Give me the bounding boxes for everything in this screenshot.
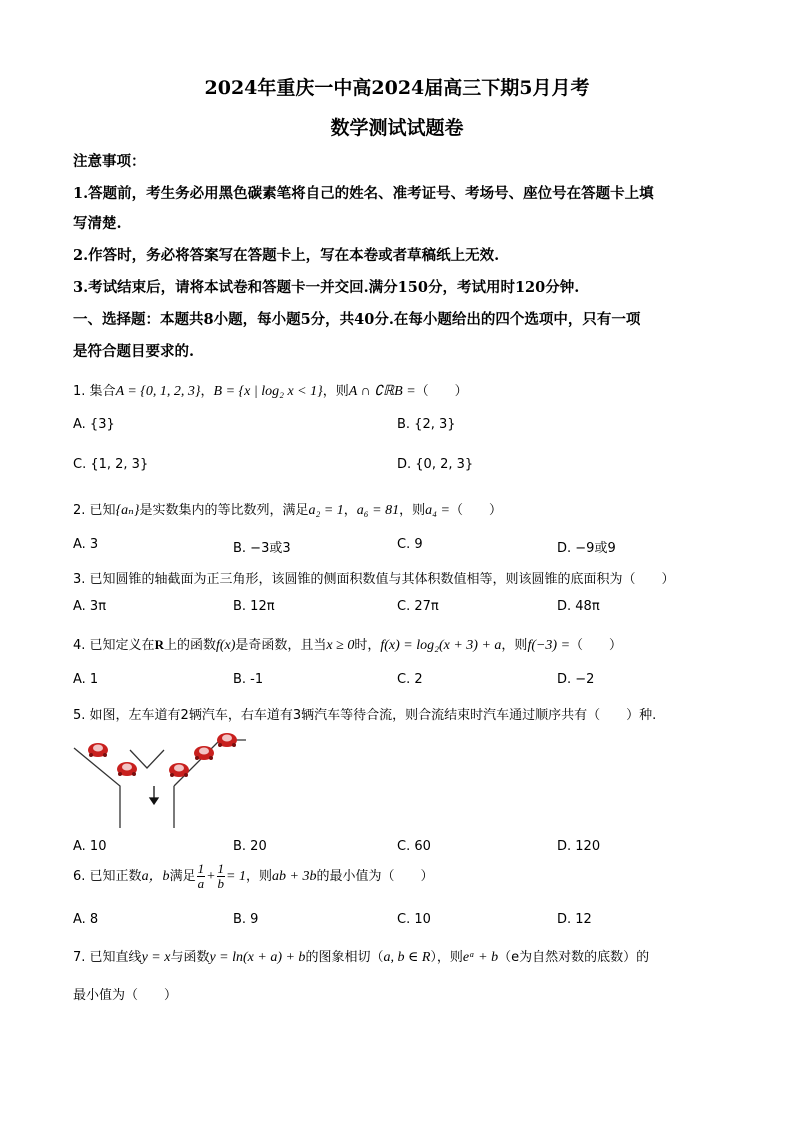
car-icon [88,743,108,757]
q5-option-b: B. 20 [233,839,267,854]
section-1-line-1: 一、选择题：本题共8小题，每小题5分，共40分.在每小题给出的四个选项中，只有一项 [73,311,641,328]
question-number: 5. [73,708,86,723]
section-1-line-2: 是符合题目要求的. [73,343,195,360]
question-text: 如图，左车道有2辆汽车，右车道有3辆汽车等待合流，则合流结束时汽车通过顺序共有（ ）种. [89,708,657,723]
question-4: 4. 已知定义在R上的函数f(x)是奇函数，且当x ≥ 0时，f(x) = log₂(x + 3) + a，则f(−3) =（ ） [73,637,623,653]
question-5 [73,704,656,723]
car-icon [217,733,237,747]
car-icon [117,762,137,776]
notice-item-2: 2.作答时，务必将答案写在答题卡上，写在本卷或者草稿纸上无效. [73,247,500,264]
notice-item-3: 3.考试结束后，请将本试卷和答题卡一并交回.满分150分，考试用时120分钟. [73,279,580,296]
exam-title: 2024年重庆一中高2024届高三下期5月月考 [204,77,590,99]
question-number: 3. [73,572,86,587]
q1-option-c: C. {1, 2, 3} [73,457,149,472]
question-6: 6. 已知正数a，b满足 $\frac{1}{a}$ + $\frac{1}{b}$ = 1，则ab + 3b的最小值为（ ） [73,861,434,891]
expression: A ∩ ∁ℝB = [348,384,416,399]
q2-option-c: C. 9 [397,537,423,552]
notice-heading: 注意事项： [73,153,146,170]
set-b: B = {x | log₂ x < 1} [213,384,323,399]
q6-option-b: B. 9 [233,912,259,927]
q3-option-b: B. 12π [233,599,275,614]
formula: f(x) = log₂(x + 3) + a [380,638,502,653]
q1-option-a: A. {3} [73,417,115,432]
q2-option-d: D. −9或9 [557,541,616,556]
question-2: 2. 已知{aₙ}是实数集内的等比数列，满足a₂ = 1，a₆ = 81，则a₄ =（ ） [73,503,502,518]
question-number: 6. [73,869,86,884]
question-7-line-2: 最小值为（ ） [73,988,178,1003]
question-number: 4. [73,638,86,653]
sequence: {aₙ} [115,503,140,518]
q6-option-c: C. 10 [397,912,431,927]
exam-subtitle: 数学测试试题卷 [330,117,464,139]
fraction: $\frac{1}{a}$ [197,861,205,891]
question-7: 7. 已知直线y = x与函数y = ln(x + a) + b的图象相切（a, b ∈ R），则eᵃ + b（e为自然对数的底数）的 [73,950,650,965]
q1-option-d: D. {0, 2, 3} [397,457,474,472]
notice-item-1-line-1: 1.答题前，考生务必用黑色碳素笔将自己的姓名、准考证号、考场号、座位号在答题卡上填 [73,185,654,202]
q4-option-d: D. −2 [557,672,595,687]
question-number: 1. [73,384,86,399]
car-icon [169,763,189,777]
notice-item-1-line-2: 写清楚. [73,215,122,232]
q4-option-b: B. -1 [233,672,264,687]
question-text: 已知圆锥的轴截面为正三角形，该圆锥的侧面积数值与其体积数值相等，则该圆锥的底面积为（ ） [89,572,675,587]
q2-option-b: B. −3或3 [233,541,291,556]
direction-arrow [150,786,158,804]
q3-option-d: D. 48π [557,599,600,614]
q2-option-a: A. 3 [73,537,99,552]
q3-option-c: C. 27π [397,599,439,614]
fraction: $\frac{1}{b}$ [217,861,225,891]
q1-option-b: B. {2, 3} [397,417,456,432]
car-icon [194,746,214,760]
set-a: A = {0, 1, 2, 3} [115,384,201,399]
question-3 [73,568,675,587]
q6-option-a: A. 8 [73,912,99,927]
question-number: 2. [73,503,86,518]
question-text: 集合 [89,384,116,399]
q4-option-a: A. 1 [73,672,99,687]
q6-option-d: D. 12 [557,912,592,927]
q5-option-a: A. 10 [73,839,107,854]
merging-lanes-figure [70,728,250,830]
question-1: 1. 集合A = {0, 1, 2, 3}，B = {x | log₂ x < 1}，则A ∩ ∁ℝB =（ ） [73,384,468,399]
q4-option-c: C. 2 [397,672,423,687]
q5-option-c: C. 60 [397,839,431,854]
question-number: 7. [73,950,86,965]
q5-option-d: D. 120 [557,839,601,854]
answer-paren: （ ） [415,384,468,399]
q3-option-a: A. 3π [73,599,107,614]
